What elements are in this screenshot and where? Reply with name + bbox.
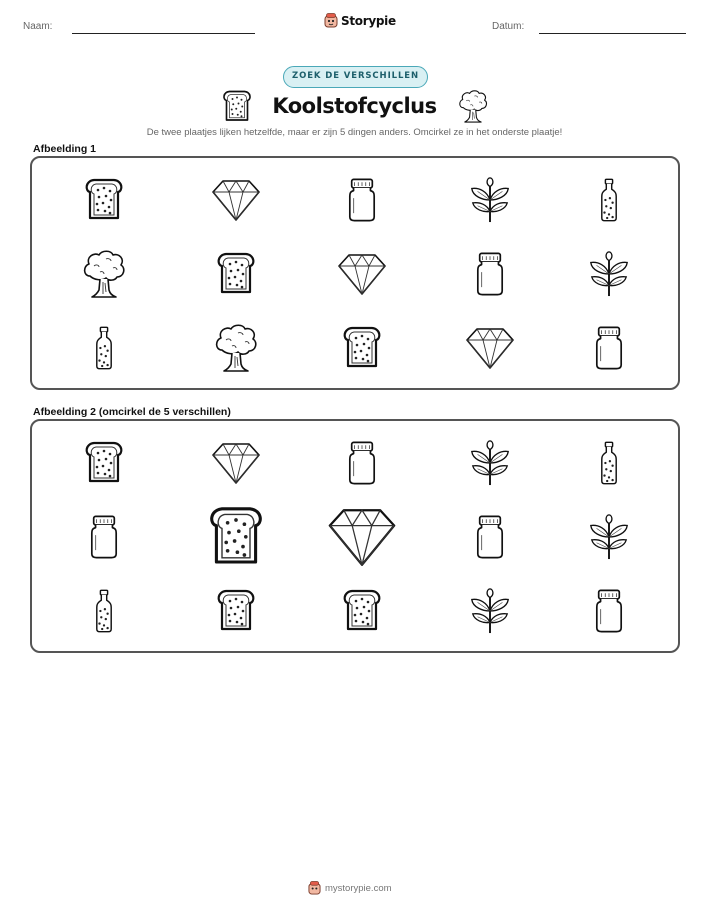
image2-panel[interactable] xyxy=(30,419,680,653)
name-label: Naam: xyxy=(23,21,53,32)
diamond-icon xyxy=(211,178,261,222)
tree-icon xyxy=(458,90,488,122)
bread-icon[interactable] xyxy=(216,589,256,633)
title-row xyxy=(0,90,709,124)
leaf-icon[interactable] xyxy=(586,514,632,560)
name-line[interactable] xyxy=(72,33,255,34)
leaf-icon[interactable] xyxy=(467,440,513,486)
date-line[interactable] xyxy=(539,33,686,34)
instructions: De twee plaatjes lijken hetzelfde, maar er zijn 5 dingen anders. Omcirkel ze in het onderste plaatje! xyxy=(146,127,563,138)
bottle-icon xyxy=(600,177,618,223)
footer xyxy=(308,881,392,895)
bread-icon xyxy=(84,178,124,222)
date-label: Datum: xyxy=(492,21,525,32)
bottle-icon[interactable] xyxy=(95,588,113,634)
image2-label: Afbeelding 2 (omcirkel de 5 verschillen) xyxy=(33,406,231,418)
image1-label: Afbeelding 1 xyxy=(33,143,97,155)
image1-panel xyxy=(30,156,680,390)
storypie-logo-icon xyxy=(308,881,321,895)
bottle-icon[interactable] xyxy=(600,440,618,486)
diamond-icon[interactable] xyxy=(327,506,397,568)
jar-icon xyxy=(347,177,377,223)
jar-icon xyxy=(475,251,505,297)
bread-icon[interactable] xyxy=(84,441,124,485)
diamond-icon xyxy=(465,326,515,370)
tree-icon xyxy=(82,250,126,298)
brand xyxy=(324,13,396,28)
jar-icon[interactable] xyxy=(475,514,505,560)
leaf-icon[interactable] xyxy=(467,588,513,634)
footer-url[interactable]: mystorypie.com xyxy=(325,882,392,894)
tree-icon xyxy=(214,324,258,372)
diamond-icon xyxy=(337,252,387,296)
brand-name: Storypie xyxy=(341,13,396,28)
bread-icon[interactable] xyxy=(342,589,382,633)
jar-icon[interactable] xyxy=(347,440,377,486)
jar-icon[interactable] xyxy=(89,514,119,560)
diamond-icon[interactable] xyxy=(211,441,261,485)
leaf-icon xyxy=(586,251,632,297)
bread-icon xyxy=(342,326,382,370)
leaf-icon xyxy=(467,177,513,223)
storypie-logo-icon xyxy=(324,13,338,28)
activity-badge: ZOEK DE VERSCHILLEN xyxy=(283,66,428,88)
jar-icon xyxy=(594,325,624,371)
bread-icon xyxy=(216,252,256,296)
jar-icon[interactable] xyxy=(594,588,624,634)
page-title: Koolstofcyclus xyxy=(272,94,437,118)
bottle-icon xyxy=(95,325,113,371)
bread-icon[interactable] xyxy=(208,506,264,568)
